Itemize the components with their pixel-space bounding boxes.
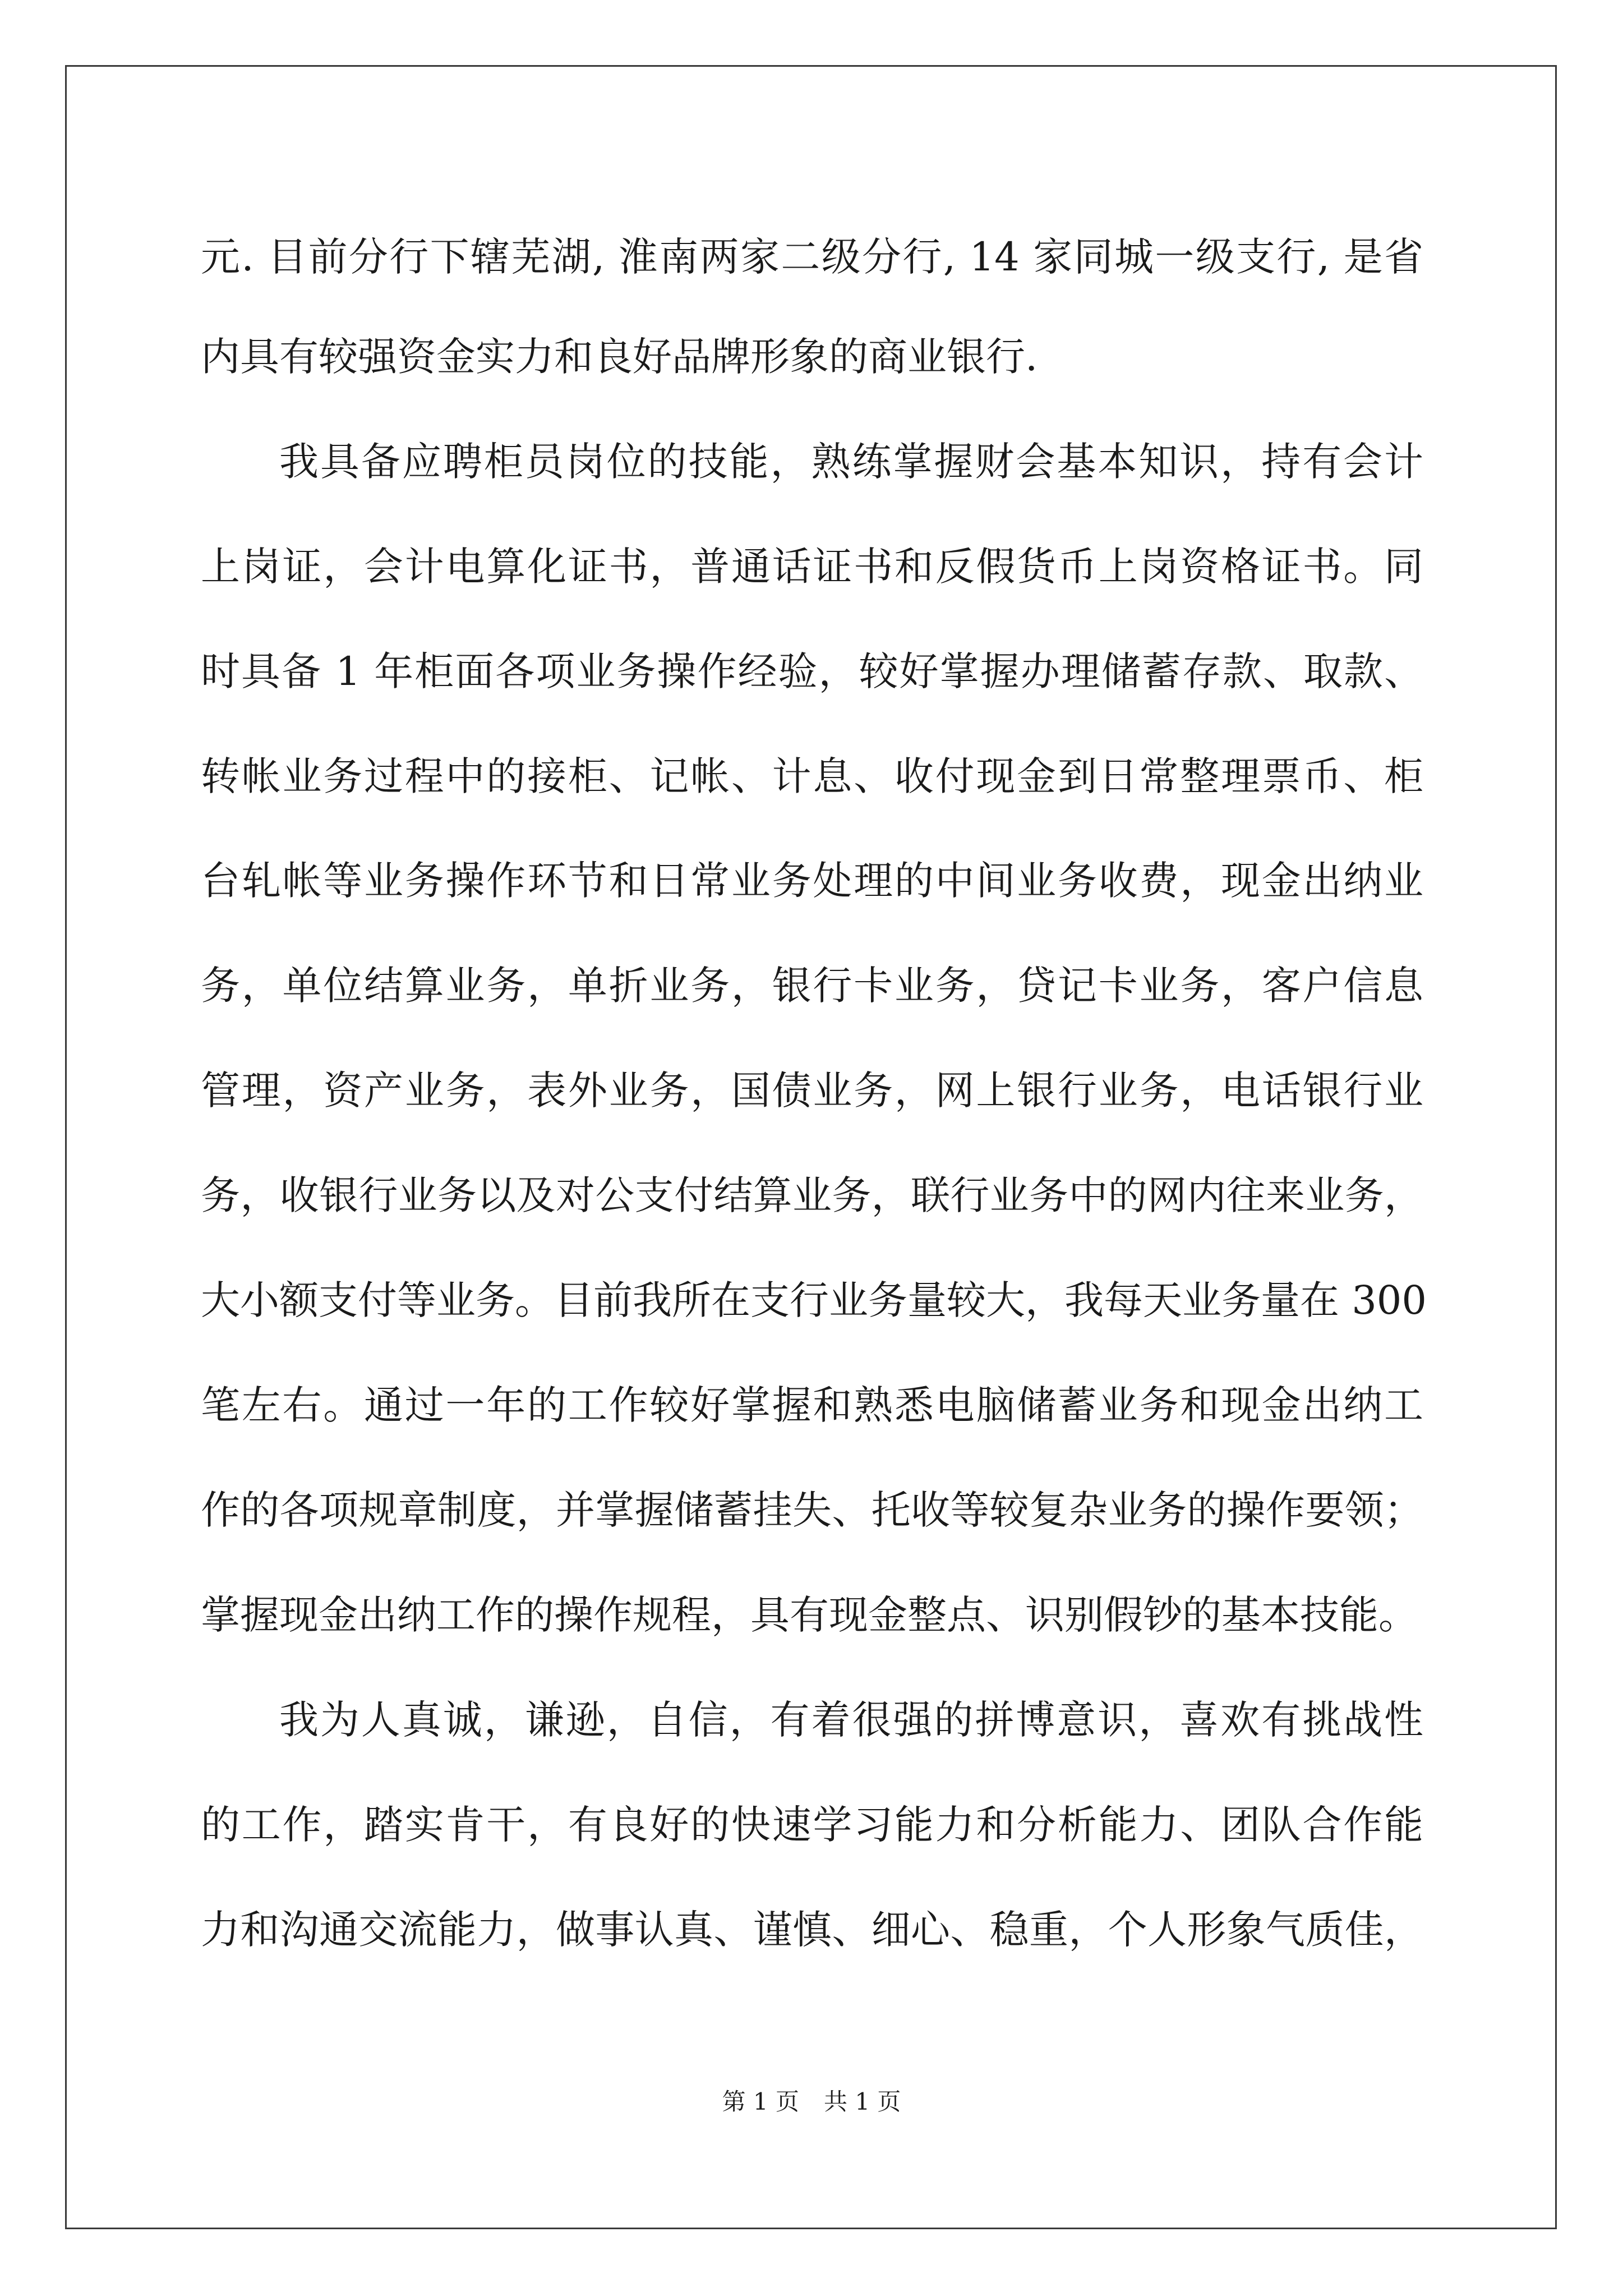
page-total: 共 1 页 bbox=[824, 2088, 901, 2115]
text-line: 务，收银行业务以及对公支付结算业务，联行业务中的网内往来业务， bbox=[201, 1172, 1423, 1218]
text-line: 时具备 1 年柜面各项业务操作经验，较好掌握办理储蓄存款、取款、 bbox=[201, 648, 1423, 694]
page-footer bbox=[0, 2088, 1623, 2116]
text-line: 的工作，踏实肯干，有良好的快速学习能力和分析能力、团队合作能 bbox=[201, 1802, 1423, 1848]
text-line: 转帐业务过程中的接柜、记帐、计息、收付现金到日常整理票币、柜 bbox=[201, 753, 1423, 799]
text-line: 台轧帐等业务操作环节和日常业务处理的中间业务收费，现金出纳业 bbox=[201, 858, 1423, 904]
text-line: 作的各项规章制度，并掌握储蓄挂失、托收等较复杂业务的操作要领； bbox=[201, 1487, 1423, 1533]
text-line: 内具有较强资金实力和良好品牌形象的商业银行. bbox=[201, 334, 1038, 380]
text-line: 上岗证，会计电算化证书，普通话证书和反假货币上岗资格证书。同 bbox=[201, 544, 1423, 590]
page-number: 第 1 页 bbox=[722, 2088, 799, 2115]
paragraph-start-line: 我具备应聘柜员岗位的技能，熟练掌握财会基本知识，持有会计 bbox=[279, 439, 1423, 485]
text-line: 大小额支付等业务。目前我所在支行业务量较大，我每天业务量在 300 bbox=[201, 1277, 1427, 1323]
text-line: 力和沟通交流能力，做事认真、谨慎、细心、稳重，个人形象气质佳， bbox=[201, 1907, 1423, 1953]
text-line: 笔左右。通过一年的工作较好掌握和熟悉电脑储蓄业务和现金出纳工 bbox=[201, 1382, 1423, 1428]
text-line: 掌握现金出纳工作的操作规程，具有现金整点、识别假钞的基本技能。 bbox=[201, 1592, 1418, 1638]
text-line: 元. 目前分行下辖芜湖, 淮南两家二级分行, 14 家同城一级支行, 是省 bbox=[201, 234, 1423, 280]
text-line: 务，单位结算业务，单折业务，银行卡业务，贷记卡业务，客户信息 bbox=[201, 963, 1423, 1009]
text-line: 管理，资产业务，表外业务，国债业务，网上银行业务，电话银行业 bbox=[201, 1068, 1423, 1114]
paragraph-start-line: 我为人真诚，谦逊，自信，有着很强的拼博意识，喜欢有挑战性 bbox=[279, 1697, 1423, 1743]
